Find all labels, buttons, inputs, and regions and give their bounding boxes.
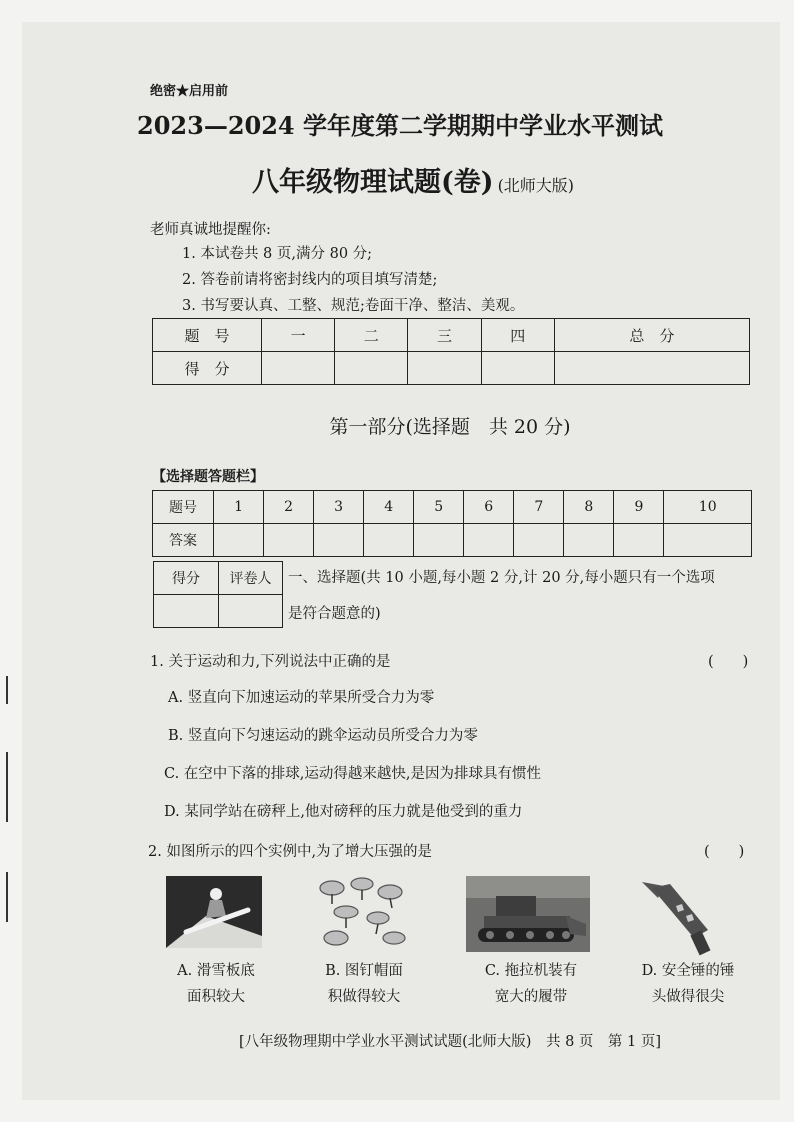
caption-line: 积做得较大 xyxy=(327,989,401,1005)
snowboard-image xyxy=(166,876,262,948)
answer-cell[interactable] xyxy=(614,524,664,557)
notice-heading: 老师真诚地提醒你: xyxy=(150,222,271,238)
caption-line: C. 拖拉机装有 xyxy=(484,963,578,979)
option-caption xyxy=(632,958,744,1010)
question-number-cell: 7 xyxy=(514,491,564,524)
subject-title xyxy=(252,160,574,199)
exam-title: 2023—2024 学年度第二学期期中学业水平测试 xyxy=(137,111,663,140)
question-number-cell: 6 xyxy=(464,491,514,524)
answer-cell[interactable] xyxy=(364,524,414,557)
grader-name-label: 评卷人 xyxy=(219,562,283,595)
caption-line: 面积较大 xyxy=(187,989,245,1005)
answer-cell[interactable] xyxy=(314,524,364,557)
grader-table xyxy=(153,561,283,628)
section-title-cont: 是符合题意的) xyxy=(288,606,381,622)
part-title: 第一部分(选择题 共 20 分) xyxy=(329,416,571,438)
option-text: B. 竖直向下匀速运动的跳伞运动员所受合力为零 xyxy=(168,728,478,744)
score-header-cell: 总 分 xyxy=(554,319,749,352)
caption-line: 宽大的履带 xyxy=(494,989,568,1005)
grader-score-label: 得分 xyxy=(154,562,219,595)
question-number-cell: 3 xyxy=(314,491,364,524)
question-number-cell: 1 xyxy=(214,491,264,524)
grader-name-cell[interactable] xyxy=(219,595,283,628)
answer-sheet-table xyxy=(152,490,752,557)
option-caption xyxy=(164,958,268,1010)
question-number-cell: 2 xyxy=(264,491,314,524)
section-title: 一、选择题(共 10 小题,每小题 2 分,计 20 分,每小题只有一个选项 xyxy=(288,570,715,586)
option-text: C. 在空中下落的排球,运动得越来越快,是因为排球具有惯性 xyxy=(164,766,542,782)
score-cell[interactable] xyxy=(335,352,408,385)
edition-label: (北师大版) xyxy=(497,176,575,195)
answer-cell[interactable] xyxy=(514,524,564,557)
page-edge-mark xyxy=(6,676,8,704)
thumbtacks-image xyxy=(306,872,416,952)
option-caption xyxy=(472,958,590,1010)
answer-row-label: 答案 xyxy=(153,524,214,557)
answer-cell[interactable] xyxy=(464,524,514,557)
option-text: A. 竖直向下加速运动的苹果所受合力为零 xyxy=(168,690,435,706)
caption-line: A. 滑雪板底 xyxy=(177,963,255,979)
answer-sheet-heading: 【选择题答题栏】 xyxy=(152,469,264,485)
answer-paren: ( ) xyxy=(704,844,745,860)
page-edge-mark xyxy=(6,752,8,822)
score-row-label: 得 分 xyxy=(153,352,262,385)
question-stem: 1. 关于运动和力,下列说法中正确的是 xyxy=(150,654,391,670)
answer-cell[interactable] xyxy=(414,524,464,557)
option-caption xyxy=(306,958,422,1010)
caption-line: D. 安全锤的锤 xyxy=(641,963,735,979)
score-header-cell: 二 xyxy=(335,319,408,352)
caption-line: 头做得很尖 xyxy=(651,989,725,1005)
score-header-cell: 题 号 xyxy=(153,319,262,352)
caption-line: B. 图钉帽面 xyxy=(325,963,403,979)
page-footer: [八年级物理期中学业水平测试试题(北师大版) 共 8 页 第 1 页] xyxy=(238,1034,661,1050)
question-number-cell: 5 xyxy=(414,491,464,524)
notice-item: 2. 答卷前请将密封线内的项目填写清楚; xyxy=(182,272,438,288)
confidential-label: 绝密★启用前 xyxy=(150,84,229,99)
score-cell[interactable] xyxy=(554,352,749,385)
page-edge-mark xyxy=(6,872,8,922)
score-header-cell: 四 xyxy=(481,319,554,352)
question-number-cell: 9 xyxy=(614,491,664,524)
score-cell[interactable] xyxy=(408,352,481,385)
question-number-cell: 4 xyxy=(364,491,414,524)
subject-name: 八年级物理试题(卷) xyxy=(252,167,494,198)
safety-hammer-image xyxy=(636,876,736,956)
score-table xyxy=(152,318,750,385)
tractor-image xyxy=(466,876,590,952)
answer-row-label: 题号 xyxy=(153,491,214,524)
score-header-cell: 三 xyxy=(408,319,481,352)
score-cell[interactable] xyxy=(262,352,335,385)
grader-score-cell[interactable] xyxy=(154,595,219,628)
score-header-cell: 一 xyxy=(262,319,335,352)
question-number-cell: 8 xyxy=(564,491,614,524)
question-number-cell: 10 xyxy=(664,491,752,524)
answer-cell[interactable] xyxy=(214,524,264,557)
question-stem: 2. 如图所示的四个实例中,为了增大压强的是 xyxy=(148,844,433,860)
answer-paren: ( ) xyxy=(708,654,749,670)
notice-item: 3. 书写要认真、工整、规范;卷面干净、整洁、美观。 xyxy=(182,298,525,314)
score-cell[interactable] xyxy=(481,352,554,385)
option-text: D. 某同学站在磅秤上,他对磅秤的压力就是他受到的重力 xyxy=(164,804,523,820)
answer-cell[interactable] xyxy=(664,524,752,557)
answer-cell[interactable] xyxy=(264,524,314,557)
notice-item: 1. 本试卷共 8 页,满分 80 分; xyxy=(182,246,373,262)
answer-cell[interactable] xyxy=(564,524,614,557)
